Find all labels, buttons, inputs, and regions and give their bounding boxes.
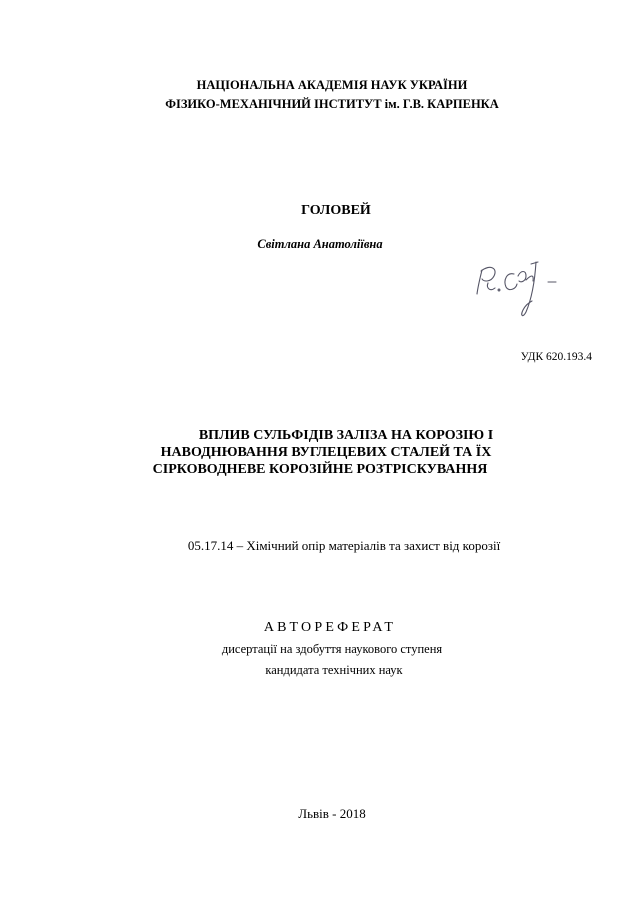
institution-line-1: НАЦІОНАЛЬНА АКАДЕМІЯ НАУК УКРАЇНИ	[196, 78, 468, 92]
author-surname: ГОЛОВЕЙ	[301, 203, 371, 218]
dissertation-title-line-2: НАВОДНЮВАННЯ ВУГЛЕЦЕВИХ СТАЛЕЙ ТА ЇХ	[160, 445, 492, 460]
degree-line-1: дисертації на здобуття наукового ступеня	[221, 642, 443, 656]
dissertation-title-line-3: СІРКОВОДНЕВЕ КОРОЗІЙНЕ РОЗТРІСКУВАННЯ	[152, 462, 488, 477]
degree-line-2: кандидата технічних наук	[265, 663, 403, 677]
handwritten-signature	[468, 254, 576, 324]
abstract-heading: АВТОРЕФЕРАТ	[263, 620, 397, 635]
specialty-code: 05.17.14 – Хімічний опір матеріалів та захист від корозії	[187, 538, 501, 553]
institution-line-2: ФІЗИКО-МЕХАНІЧНИЙ ІНСТИТУТ ім. Г.В. КАРПЕНКА	[165, 97, 499, 111]
dissertation-title-line-1: ВПЛИВ СУЛЬФІДІВ ЗАЛІЗА НА КОРОЗІЮ І	[198, 428, 494, 443]
udc-code: УДК 620.193.4	[520, 351, 592, 363]
author-given-names: Світлана Анатоліївна	[257, 237, 383, 251]
city-year: Львів - 2018	[298, 806, 366, 821]
